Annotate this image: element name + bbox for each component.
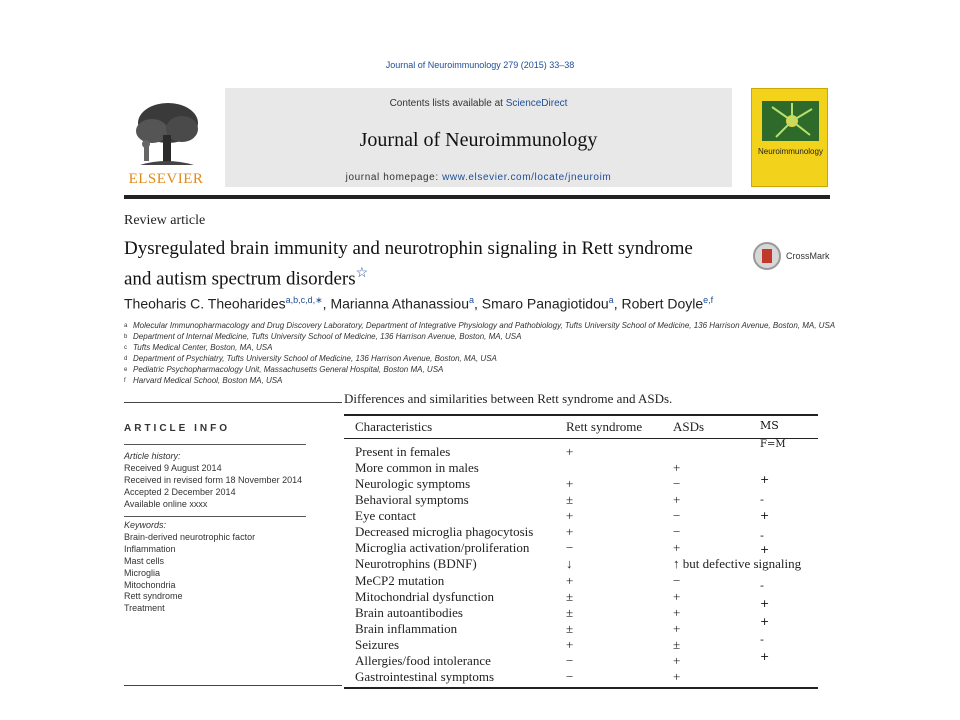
cover-title: Neuroimmunology — [758, 147, 823, 156]
author-name: Theoharis C. Theoharides — [124, 295, 286, 312]
elsevier-tree-icon — [130, 99, 202, 169]
cell-characteristic: Seizures — [355, 637, 400, 652]
table-row — [0, 444, 960, 460]
cell-asds: − — [673, 508, 681, 523]
table-row — [0, 589, 960, 605]
contents-line — [225, 98, 732, 109]
cell-asds: + — [673, 605, 681, 620]
table-top-rule — [344, 414, 818, 416]
affiliation-text: Department of Psychiatry, Tufts University School of Medicine, 136 Harrison Avenue, Boston, MA, USA — [133, 353, 497, 363]
cell-asds: + — [673, 589, 681, 604]
table-caption: Differences and similarities between Rett syndrome and ASDs. — [344, 391, 673, 406]
history-item: Received in revised form 18 November 2014 — [124, 475, 303, 485]
journal-cover[interactable] — [751, 88, 828, 187]
crossmark-bookmark-shape — [762, 249, 772, 263]
table-row — [0, 637, 960, 653]
left-column-rule — [124, 402, 342, 403]
column-header-rett: Rett syndrome — [566, 419, 643, 434]
table-bottom-rule — [344, 687, 818, 689]
affiliation-mark: b — [124, 333, 128, 340]
cell-rett: + — [566, 508, 574, 523]
article-title — [124, 236, 724, 291]
contents-prefix: Contents lists available at — [389, 98, 506, 109]
table-header-rule — [344, 438, 818, 439]
table-row — [0, 460, 960, 476]
left-column-bottom-rule — [124, 685, 342, 686]
cell-rett: ± — [566, 621, 574, 636]
affiliation-item — [124, 365, 835, 376]
table-row — [0, 653, 960, 669]
author-separator: , — [322, 295, 331, 312]
cell-characteristic: Gastrointestinal symptoms — [355, 669, 495, 684]
article-info-heading: ARTICLE INFO — [124, 423, 230, 434]
cell-asds: + — [673, 492, 681, 507]
cell-asds: − — [673, 573, 681, 588]
homepage-line — [225, 172, 732, 183]
cell-ms: + — [760, 473, 770, 486]
cell-rett: + — [566, 637, 574, 652]
author-separator: , — [474, 295, 482, 312]
cell-rett: + — [566, 573, 574, 588]
ms-sex-ratio-note: F=M — [760, 439, 786, 450]
table-row — [0, 476, 960, 492]
affiliation-mark: f — [124, 377, 126, 384]
cell-characteristic: MeCP2 mutation — [355, 573, 445, 588]
cell-ms: - — [760, 529, 764, 542]
keyword-item[interactable]: Treatment — [124, 603, 165, 614]
affiliation-mark: c — [124, 344, 127, 351]
journal-header-box — [225, 88, 732, 187]
cell-rett: − — [566, 653, 574, 668]
cell-characteristic: Microglia activation/proliferation — [355, 540, 530, 555]
cell-rett: + — [566, 444, 574, 459]
cell-rett: ↓ — [566, 556, 573, 571]
column-header-characteristics: Characteristics — [355, 419, 433, 434]
elsevier-wordmark: ELSEVIER — [128, 171, 204, 187]
cell-ms: + — [760, 509, 770, 522]
elsevier-logo[interactable] — [124, 95, 208, 187]
author-separator: , — [613, 295, 622, 312]
cell-ms: - — [760, 493, 764, 506]
history-item: Available online xxxx — [124, 499, 208, 509]
cell-asds: − — [673, 524, 681, 539]
affiliation-text: Molecular Immunopharmacology and Drug Discovery Laboratory, Department of Integrative Physiology and Pathobiology, Tufts University School of Medicine, 136 Harrison Avenue, Boston, MA, USA — [133, 321, 836, 330]
cell-ms: + — [760, 543, 770, 556]
cell-characteristic: Eye contact — [355, 508, 416, 523]
author-name: Robert Doyle — [621, 295, 704, 312]
cell-asds: + — [673, 621, 681, 636]
table-row — [0, 605, 960, 621]
cell-asds: + — [673, 653, 681, 668]
keywords-heading: Keywords: — [124, 520, 167, 530]
author-list — [124, 295, 713, 312]
keyword-item[interactable]: Inflammation — [124, 543, 176, 554]
affiliation-item — [124, 343, 835, 354]
cover-image — [762, 101, 819, 141]
table-row — [0, 669, 960, 685]
cell-rett: − — [566, 669, 574, 684]
cell-characteristic: Decreased microglia phagocytosis — [355, 524, 534, 539]
keyword-item[interactable]: Rett syndrome — [124, 591, 183, 602]
keyword-item[interactable]: Microglia — [124, 567, 161, 578]
cell-characteristic: Allergies/food intolerance — [355, 653, 491, 668]
affiliation-item — [124, 321, 835, 332]
affiliation-text: Tufts Medical Center, Boston, MA, USA — [133, 342, 273, 352]
column-header-ms: MS — [760, 419, 779, 432]
table-row — [0, 540, 960, 556]
journal-reference[interactable]: Journal of Neuroimmunology 279 (2015) 33–38 — [385, 60, 575, 70]
cell-rett: − — [566, 540, 574, 555]
table-row — [0, 556, 960, 572]
crossmark-label[interactable]: CrossMark — [786, 251, 830, 261]
author-name: Marianna Athanassiou — [330, 295, 469, 312]
cell-characteristic: Neurologic symptoms — [355, 476, 471, 491]
cell-characteristic: Mitochondrial dysfunction — [355, 589, 495, 604]
cell-ms: + — [760, 650, 770, 663]
cell-characteristic: Brain inflammation — [355, 621, 458, 636]
crossmark-icon[interactable] — [753, 242, 781, 270]
table-row — [0, 508, 960, 524]
cell-rett: + — [566, 524, 574, 539]
title-footnote-star-icon[interactable]: ☆ — [355, 266, 369, 281]
history-item: Received 9 August 2014 — [124, 463, 222, 473]
keyword-item[interactable]: Brain-derived neurotrophic factor — [124, 531, 256, 542]
affiliation-item — [124, 376, 835, 387]
affiliation-item — [124, 332, 835, 343]
neuron-illustration-icon — [762, 101, 819, 141]
table-row — [0, 573, 960, 589]
author-affiliation-marks[interactable]: e,f — [703, 295, 714, 305]
cell-characteristic: Neurotrophins (BDNF) — [355, 556, 477, 571]
cell-asds: ± — [673, 637, 681, 652]
affiliation-text: Department of Internal Medicine, Tufts University School of Medicine, 136 Harrison Avenue, Boston, MA, USA — [133, 331, 522, 341]
keyword-item[interactable]: Mitochondria — [124, 579, 176, 590]
article-title-text: Dysregulated brain immunity and neurotrophin signaling in Rett syndrome and autism spectrum disorders — [124, 238, 693, 290]
column-header-asds: ASDs — [673, 419, 705, 434]
article-type: Review article — [124, 213, 206, 228]
header-divider — [124, 195, 830, 199]
affiliation-text: Pediatric Psychopharmacology Unit, Massachusetts General Hospital, Boston MA, USA — [133, 364, 444, 374]
cell-ms: - — [760, 633, 764, 646]
cell-asds: + — [673, 669, 681, 684]
cell-ms: + — [760, 597, 770, 610]
cell-characteristic: Behavioral symptoms — [355, 492, 469, 507]
author-affiliation-marks[interactable]: a,b,c,d,∗ — [285, 295, 323, 305]
cell-asds: + — [673, 460, 681, 475]
cell-ms: + — [760, 615, 770, 628]
author-affiliation-marks[interactable]: a — [608, 295, 614, 305]
cell-characteristic: More common in males — [355, 460, 479, 475]
homepage-prefix: journal homepage: — [345, 172, 443, 183]
sciencedirect-link[interactable]: ScienceDirect — [505, 98, 568, 109]
author-name: Smaro Panagiotidou — [481, 295, 609, 312]
history-item: Accepted 2 December 2014 — [124, 487, 236, 497]
affiliation-list — [124, 321, 835, 386]
cell-asds: + — [673, 540, 681, 555]
keyword-item[interactable]: Mast cells — [124, 555, 165, 566]
homepage-link[interactable]: www.elsevier.com/locate/jneuroim — [442, 172, 612, 183]
cell-characteristic: Present in females — [355, 444, 451, 459]
cell-ms: - — [760, 579, 764, 592]
cell-rett: + — [566, 476, 574, 491]
cell-rett: ± — [566, 605, 574, 620]
affiliation-mark: a — [124, 323, 128, 329]
cell-asds: − — [673, 476, 681, 491]
table-row — [0, 621, 960, 637]
affiliation-text: Harvard Medical School, Boston MA, USA — [133, 375, 283, 385]
article-history-heading: Article history: — [124, 451, 181, 461]
table-row — [0, 524, 960, 540]
cell-asds: ↑ but defective signaling — [673, 556, 802, 571]
cell-rett: ± — [566, 492, 574, 507]
affiliation-mark: e — [124, 366, 128, 373]
affiliation-mark: d — [124, 355, 128, 362]
affiliation-item — [124, 354, 835, 365]
table-row — [0, 492, 960, 508]
author-affiliation-marks[interactable]: a — [469, 295, 475, 305]
cell-characteristic: Brain autoantibodies — [355, 605, 463, 620]
journal-title: Journal of Neuroimmunology — [359, 129, 598, 151]
cell-rett: ± — [566, 589, 574, 604]
